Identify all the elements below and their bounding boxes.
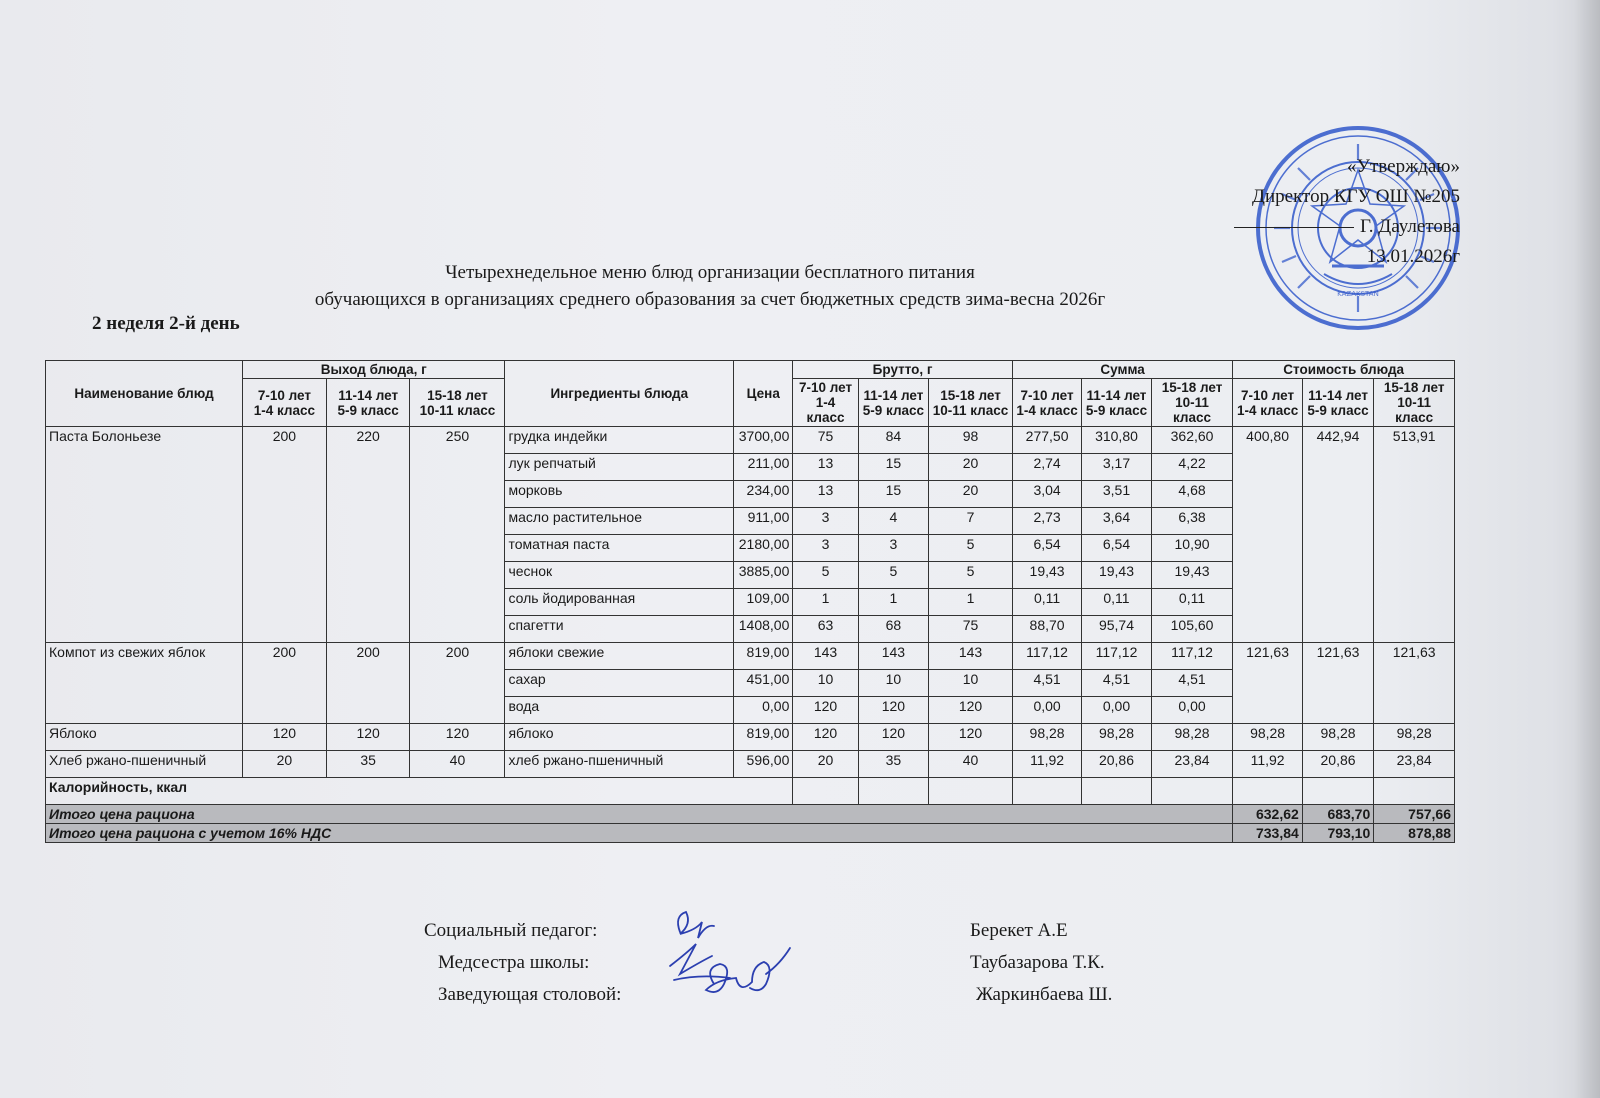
ingredient-name: чеснок — [505, 562, 734, 589]
dish-name: Яблоко — [46, 724, 243, 751]
header-cost: Стоимость блюда — [1233, 361, 1455, 379]
brutto-value: 40 — [929, 751, 1013, 778]
total-value: 757,66 — [1374, 805, 1455, 824]
ingredient-name: масло растительное — [505, 508, 734, 535]
age-label: 7-10 лет — [798, 380, 853, 395]
ingredient-price: 1408,00 — [734, 616, 793, 643]
dish-output: 35 — [326, 751, 410, 778]
ingredient-name: соль йодированная — [505, 589, 734, 616]
sum-value: 23,84 — [1151, 751, 1233, 778]
total-value: 878,88 — [1374, 824, 1455, 843]
sum-value: 310,80 — [1082, 427, 1151, 454]
header-ingredients: Ингредиенты блюда — [505, 361, 734, 427]
header-sum-age-1 — [1012, 379, 1081, 427]
approve-heading: «Утверждаю» — [1347, 156, 1460, 177]
dish-cost: 11,92 — [1233, 751, 1302, 778]
dish-output: 200 — [410, 643, 505, 724]
ingredient-price: 819,00 — [734, 643, 793, 670]
class-label: 10-11 класс — [1395, 395, 1434, 425]
total-value: 793,10 — [1302, 824, 1373, 843]
header-cost-age-3 — [1374, 379, 1455, 427]
page-shadow — [1574, 0, 1600, 1098]
ingredient-price: 211,00 — [734, 454, 793, 481]
total-vat-row — [46, 824, 1455, 843]
dish-cost: 98,28 — [1302, 724, 1373, 751]
brutto-value: 5 — [793, 562, 858, 589]
sum-value: 95,74 — [1082, 616, 1151, 643]
sum-value: 3,51 — [1082, 481, 1151, 508]
approval-block — [1234, 152, 1460, 272]
age-label: 15-18 лет — [1161, 380, 1223, 395]
sum-value: 362,60 — [1151, 427, 1233, 454]
header-dish: Наименование блюд — [46, 361, 243, 427]
ingredient-price: 819,00 — [734, 724, 793, 751]
dish-cost: 98,28 — [1233, 724, 1302, 751]
brutto-value: 143 — [858, 643, 928, 670]
total-label: Итого цена рациона с учетом 16% НДС — [46, 824, 1233, 843]
header-sum: Сумма — [1012, 361, 1233, 379]
total-value: 733,84 — [1233, 824, 1302, 843]
table-row — [46, 724, 1455, 751]
header-brutto-age-2 — [858, 379, 928, 427]
header-sum-age-2 — [1082, 379, 1151, 427]
ingredient-name: сахар — [505, 670, 734, 697]
class-label: 10-11 класс — [1173, 395, 1212, 425]
approve-date: 13.01.2026г — [1366, 246, 1460, 267]
brutto-value: 35 — [858, 751, 928, 778]
empty-cell — [793, 778, 858, 805]
dish-cost: 513,91 — [1374, 427, 1455, 643]
brutto-value: 120 — [858, 724, 928, 751]
brutto-value: 5 — [929, 562, 1013, 589]
brutto-value: 3 — [793, 508, 858, 535]
age-label: 7-10 лет — [1241, 387, 1295, 403]
brutto-value: 120 — [929, 724, 1013, 751]
dish-output: 120 — [326, 724, 410, 751]
ingredient-name: грудка индейки — [505, 427, 734, 454]
class-label: 1-4 класс — [806, 395, 845, 425]
sum-value: 4,22 — [1151, 454, 1233, 481]
class-label: 5-9 класс — [862, 402, 925, 418]
brutto-value: 5 — [858, 562, 928, 589]
ingredient-name: лук репчатый — [505, 454, 734, 481]
dish-output: 200 — [326, 643, 410, 724]
sum-value: 0,11 — [1012, 589, 1081, 616]
sign-role-0: Социальный педагог: — [424, 920, 598, 941]
dish-output: 250 — [410, 427, 505, 643]
ingredient-name: спагетти — [505, 616, 734, 643]
brutto-value: 1 — [858, 589, 928, 616]
sum-value: 88,70 — [1012, 616, 1081, 643]
sum-value: 19,43 — [1082, 562, 1151, 589]
ingredient-name: яблоко — [505, 724, 734, 751]
dish-cost: 121,63 — [1374, 643, 1455, 724]
ingredient-price: 0,00 — [734, 697, 793, 724]
sum-value: 3,17 — [1082, 454, 1151, 481]
sum-value: 0,11 — [1082, 589, 1151, 616]
ingredient-price: 451,00 — [734, 670, 793, 697]
sum-value: 277,50 — [1012, 427, 1081, 454]
approve-signature-line — [1234, 227, 1354, 228]
brutto-value: 1 — [929, 589, 1013, 616]
approve-signer: Г. Даулетова — [1234, 212, 1460, 242]
dish-output: 40 — [410, 751, 505, 778]
empty-cell — [1082, 778, 1151, 805]
sum-value: 3,04 — [1012, 481, 1081, 508]
brutto-value: 1 — [793, 589, 858, 616]
brutto-value: 84 — [858, 427, 928, 454]
class-label: 5-9 класс — [1085, 402, 1148, 418]
sum-value: 19,43 — [1012, 562, 1081, 589]
sum-value: 0,00 — [1012, 697, 1081, 724]
brutto-value: 3 — [793, 535, 858, 562]
sum-value: 98,28 — [1012, 724, 1081, 751]
brutto-value: 98 — [929, 427, 1013, 454]
header-price: Цена — [734, 361, 793, 427]
ingredient-price: 596,00 — [734, 751, 793, 778]
sum-value: 10,90 — [1151, 535, 1233, 562]
empty-cell — [1374, 778, 1455, 805]
age-label: 7-10 лет — [1020, 387, 1074, 403]
sum-value: 6,54 — [1012, 535, 1081, 562]
dish-cost: 121,63 — [1302, 643, 1373, 724]
sum-value: 105,60 — [1151, 616, 1233, 643]
header-brutto-age-3 — [929, 379, 1013, 427]
brutto-value: 75 — [793, 427, 858, 454]
brutto-value: 7 — [929, 508, 1013, 535]
class-label: 10-11 класс — [419, 402, 496, 418]
ingredient-name: яблоки свежие — [505, 643, 734, 670]
total-label: Итого цена рациона — [46, 805, 1233, 824]
brutto-value: 5 — [929, 535, 1013, 562]
ingredient-price: 3700,00 — [734, 427, 793, 454]
menu-body — [46, 427, 1455, 843]
brutto-value: 10 — [929, 670, 1013, 697]
brutto-value: 13 — [793, 481, 858, 508]
ingredient-price: 109,00 — [734, 589, 793, 616]
sum-value: 117,12 — [1082, 643, 1151, 670]
handwritten-signatures — [640, 904, 830, 1024]
day-label: 2 неделя 2-й день — [92, 313, 240, 334]
ingredient-name: морковь — [505, 481, 734, 508]
sum-value: 3,64 — [1082, 508, 1151, 535]
dish-cost: 23,84 — [1374, 751, 1455, 778]
dish-output: 120 — [410, 724, 505, 751]
calories-label: Калорийность, ккал — [46, 778, 793, 805]
dish-cost: 400,80 — [1233, 427, 1302, 643]
brutto-value: 10 — [793, 670, 858, 697]
sum-value: 2,73 — [1012, 508, 1081, 535]
empty-cell — [858, 778, 928, 805]
sum-value: 0,00 — [1151, 697, 1233, 724]
brutto-value: 20 — [793, 751, 858, 778]
brutto-value: 120 — [929, 697, 1013, 724]
sum-value: 98,28 — [1082, 724, 1151, 751]
header-brutto-age-1 — [793, 379, 858, 427]
dish-name: Паста Болоньезе — [46, 427, 243, 643]
age-label: 11-14 лет — [863, 387, 924, 403]
header-output-age-2 — [326, 379, 410, 427]
header-cost-age-2 — [1302, 379, 1373, 427]
menu-table — [45, 360, 1455, 843]
sum-value: 98,28 — [1151, 724, 1233, 751]
calories-row — [46, 778, 1455, 805]
ingredient-name: томатная паста — [505, 535, 734, 562]
ingredient-name: вода — [505, 697, 734, 724]
dish-output: 200 — [243, 427, 327, 643]
brutto-value: 13 — [793, 454, 858, 481]
ingredient-price: 3885,00 — [734, 562, 793, 589]
age-label: 7-10 лет — [257, 387, 311, 403]
brutto-value: 143 — [929, 643, 1013, 670]
age-label: 15-18 лет — [1383, 380, 1445, 395]
header-sum-age-3 — [1151, 379, 1233, 427]
total-row — [46, 805, 1455, 824]
empty-cell — [929, 778, 1013, 805]
class-label: 1-4 класс — [1236, 402, 1299, 418]
sign-name-1: Таубазарова Т.К. — [970, 952, 1105, 973]
dish-cost: 20,86 — [1302, 751, 1373, 778]
sum-value: 4,51 — [1082, 670, 1151, 697]
brutto-value: 120 — [793, 697, 858, 724]
table-row — [46, 751, 1455, 778]
sign-role-2: Заведующая столовой: — [438, 984, 622, 1005]
sum-value: 117,12 — [1012, 643, 1081, 670]
brutto-value: 10 — [858, 670, 928, 697]
sign-role-1: Медсестра школы: — [438, 952, 590, 973]
sum-value: 117,12 — [1151, 643, 1233, 670]
sum-value: 4,51 — [1012, 670, 1081, 697]
dish-cost: 121,63 — [1233, 643, 1302, 724]
age-label: 15-18 лет — [940, 387, 1001, 403]
sum-value: 0,11 — [1151, 589, 1233, 616]
age-label: 11-14 лет — [1308, 387, 1368, 403]
sum-value: 11,92 — [1012, 751, 1081, 778]
dish-cost: 442,94 — [1302, 427, 1373, 643]
sum-value: 4,68 — [1151, 481, 1233, 508]
header-output-age-1 — [243, 379, 327, 427]
brutto-value: 15 — [858, 454, 928, 481]
sign-name-2: Жаркинбаева Ш. — [976, 984, 1113, 1005]
class-label: 5-9 класс — [337, 402, 399, 418]
sign-name-0: Берекет А.Е — [970, 920, 1068, 941]
brutto-value: 20 — [929, 481, 1013, 508]
brutto-value: 4 — [858, 508, 928, 535]
approve-position: Директор КГУ ОШ №205 — [1252, 186, 1460, 207]
dish-cost: 98,28 — [1374, 724, 1455, 751]
empty-cell — [1302, 778, 1373, 805]
brutto-value: 68 — [858, 616, 928, 643]
ingredient-price: 2180,00 — [734, 535, 793, 562]
sum-value: 6,54 — [1082, 535, 1151, 562]
table-row — [46, 643, 1455, 670]
class-label: 5-9 класс — [1307, 402, 1369, 418]
age-label: 15-18 лет — [427, 387, 488, 403]
total-value: 683,70 — [1302, 805, 1373, 824]
dish-output: 20 — [243, 751, 327, 778]
sum-value: 6,38 — [1151, 508, 1233, 535]
brutto-value: 15 — [858, 481, 928, 508]
sum-value: 0,00 — [1082, 697, 1151, 724]
brutto-value: 120 — [858, 697, 928, 724]
svg-text:KAZAKSTAN: KAZAKSTAN — [1337, 290, 1379, 298]
ingredient-price: 911,00 — [734, 508, 793, 535]
dish-name: Компот из свежих яблок — [46, 643, 243, 724]
header-cost-age-1 — [1233, 379, 1302, 427]
age-label: 11-14 лет — [1086, 387, 1147, 403]
sum-value: 2,74 — [1012, 454, 1081, 481]
sum-value: 19,43 — [1151, 562, 1233, 589]
total-value: 632,62 — [1233, 805, 1302, 824]
document-title-line1: Четырехнедельное меню блюд организации бесплатного питания — [445, 262, 975, 283]
brutto-value: 3 — [858, 535, 928, 562]
empty-cell — [1151, 778, 1233, 805]
brutto-value: 63 — [793, 616, 858, 643]
empty-cell — [1233, 778, 1302, 805]
ingredient-price: 234,00 — [734, 481, 793, 508]
brutto-value: 120 — [793, 724, 858, 751]
dish-output: 220 — [326, 427, 410, 643]
age-label: 11-14 лет — [338, 387, 399, 403]
brutto-value: 20 — [929, 454, 1013, 481]
class-label: 1-4 класс — [1016, 402, 1078, 418]
header-row-1 — [46, 361, 1455, 379]
dish-name: Хлеб ржано-пшеничный — [46, 751, 243, 778]
sum-value: 20,86 — [1082, 751, 1151, 778]
brutto-value: 75 — [929, 616, 1013, 643]
header-output-age-3 — [410, 379, 505, 427]
table-row — [46, 427, 1455, 454]
class-label: 10-11 класс — [932, 402, 1009, 418]
header-brutto: Брутто, г — [793, 361, 1013, 379]
dish-output: 120 — [243, 724, 327, 751]
class-label: 1-4 класс — [253, 402, 316, 418]
dish-output: 200 — [243, 643, 327, 724]
brutto-value: 143 — [793, 643, 858, 670]
header-output: Выход блюда, г — [243, 361, 505, 379]
document-title-line2: обучающихся в организациях среднего образования за счет бюджетных средств зима-весна 2026г — [314, 289, 1106, 310]
empty-cell — [1012, 778, 1081, 805]
ingredient-name: хлеб ржано-пшеничный — [505, 751, 734, 778]
sum-value: 4,51 — [1151, 670, 1233, 697]
